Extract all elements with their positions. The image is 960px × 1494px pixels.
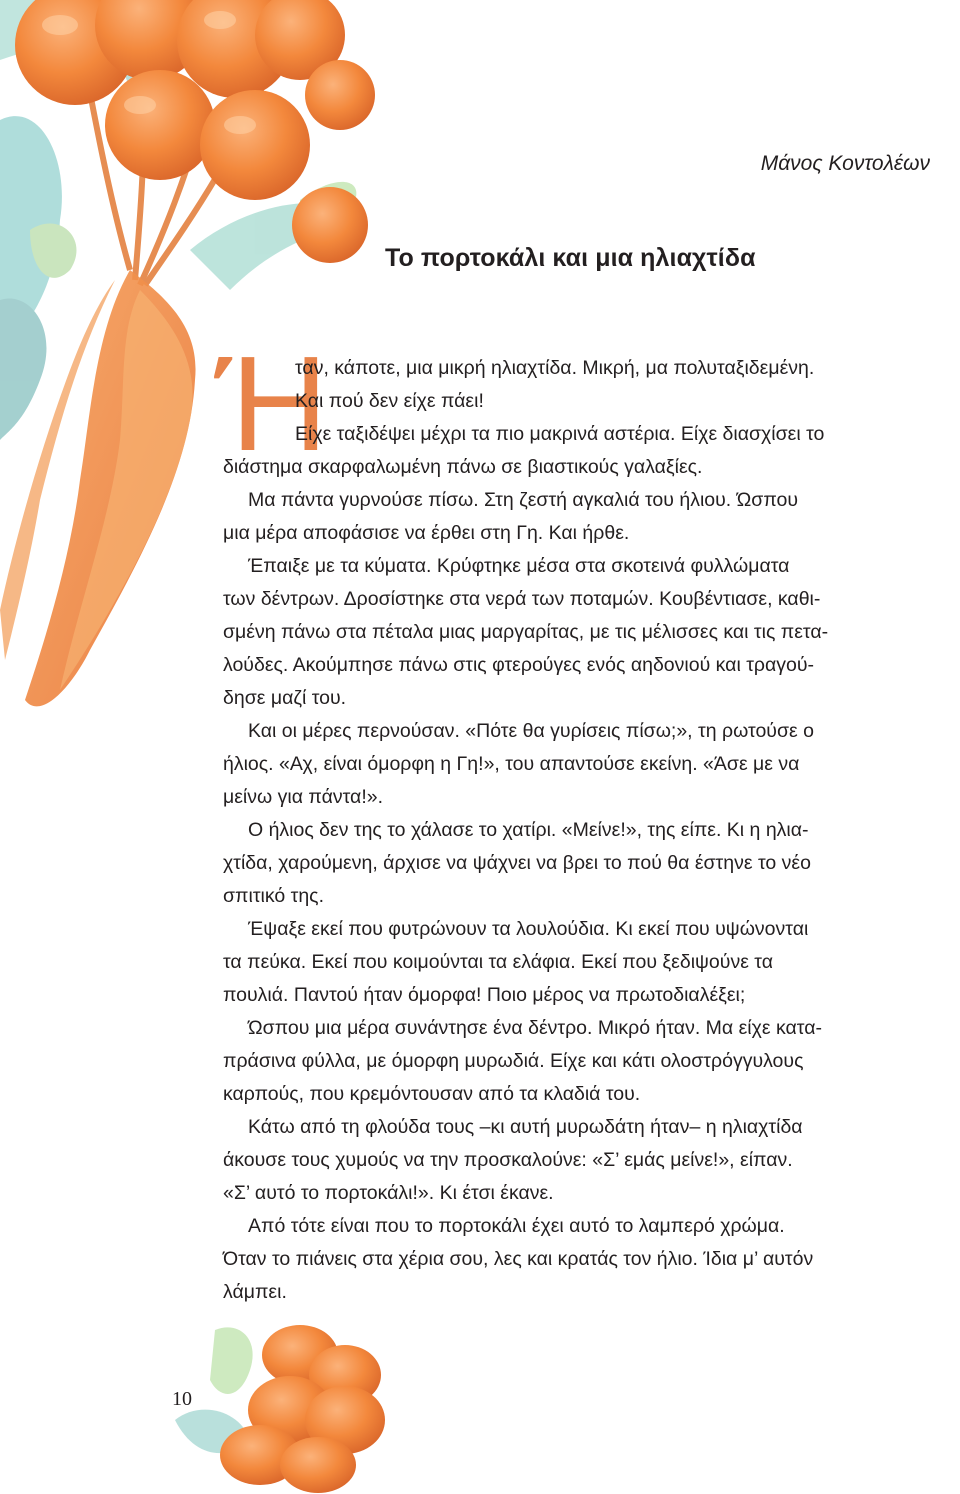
story-line: λούδες. Ακούμπησε πάνω στις φτερούγες ενός αηδονιού και τραγού-	[223, 654, 815, 676]
author-name: Μάνος Κοντολέων	[760, 152, 930, 175]
story-line: μείνω για πάντα!».	[223, 786, 384, 808]
story-line: Και οι μέρες περνούσαν. «Πότε θα γυρίσεις πίσω;», τη ρωτούσε ο	[248, 720, 814, 742]
story-line: μια μέρα αποφάσισε να έρθει στη Γη. Και ήρθε.	[223, 522, 630, 544]
story-line: τα πεύκα. Εκεί που κοιμούνται τα ελάφια. Εκεί που ξεδιψούνε τα	[223, 951, 773, 973]
story-line: χτίδα, χαρούμενη, άρχισε να ψάχνει να βρει το πού θα έστηνε το νέο	[223, 852, 811, 874]
story-line: ήλιος. «Αχ, είναι όμορφη η Γη!», του απαντούσε εκείνη. «Άσε με να	[223, 753, 800, 775]
story-line: λάμπει.	[223, 1281, 287, 1303]
story-line: άκουσε τους χυμούς να την προσκαλούνε: «Σ’ εμάς μείνε!», είπαν.	[223, 1149, 793, 1171]
story-line: καρπούς, που κρεμόντουσαν από τα κλαδιά του.	[223, 1083, 641, 1105]
story-title: Το πορτοκάλι και μια ηλιαχτίδα	[385, 244, 756, 272]
page-number: 10	[172, 1388, 192, 1410]
story-line: Έπαιξε με τα κύματα. Κρύφτηκε μέσα στα σκοτεινά φυλλώματα	[248, 555, 790, 577]
story-line: Κάτω από τη φλούδα τους –κι αυτή μυρωδάτη ήταν– η ηλιαχτίδα	[248, 1116, 803, 1138]
drop-cap: Ή	[215, 328, 329, 479]
story-line: διάστημα σκαρφαλωμένη πάνω σε βιαστικούς γαλαξίες.	[223, 456, 703, 478]
story-line: Και πού δεν είχε πάει!	[295, 390, 484, 412]
story-line: πράσινα φύλλα, με όμορφη μυρωδιά. Είχε και κάτι ολοστρόγγυλους	[223, 1050, 804, 1072]
story-line: Έψαξε εκεί που φυτρώνουν τα λουλούδια. Κι εκεί που υψώνονται	[248, 918, 809, 940]
story-line: των δέντρων. Δροσίστηκε στα νερά των ποταμών. Κουβέντιασε, καθι-	[223, 588, 821, 610]
story-line: σπιτικό της.	[223, 885, 324, 907]
story-line: ταν, κάποτε, μια μικρή ηλιαχτίδα. Μικρή, μα πολυταξιδεμένη.	[295, 357, 815, 379]
story-line: Ο ήλιος δεν της το χάλασε το χατίρι. «Μείνε!», της είπε. Κι η ηλια-	[248, 819, 809, 841]
story-line: Μα πάντα γυρνούσε πίσω. Στη ζεστή αγκαλιά του ήλιου. Ώσπου	[248, 489, 799, 511]
story-line: Όταν το πιάνεις στα χέρια σου, λες και κρατάς τον ήλιο. Ίδια μ’ αυτόν	[223, 1248, 814, 1270]
story-line: Είχε ταξιδέψει μέχρι τα πιο μακρινά αστέρια. Είχε διασχίσει το	[295, 423, 825, 445]
story-line: σμένη πάνω στα πέταλα μιας μαργαρίτας, με τις μέλισσες και τις πετα-	[223, 621, 829, 643]
story-line: Από τότε είναι που το πορτοκάλι έχει αυτό το λαμπερό χρώμα.	[248, 1215, 785, 1237]
story-line: δησε μαζί του.	[223, 687, 347, 709]
story-line: πουλιά. Παντού ήταν όμορφα! Ποιο μέρος να πρωτοδιαλέξει;	[223, 984, 746, 1006]
story-line: Ώσπου μια μέρα συνάντησε ένα δέντρο. Μικρό ήταν. Μα είχε κατα-	[248, 1017, 822, 1039]
story-line: «Σ’ αυτό το πορτοκάλι!». Κι έτσι έκανε.	[223, 1182, 554, 1204]
